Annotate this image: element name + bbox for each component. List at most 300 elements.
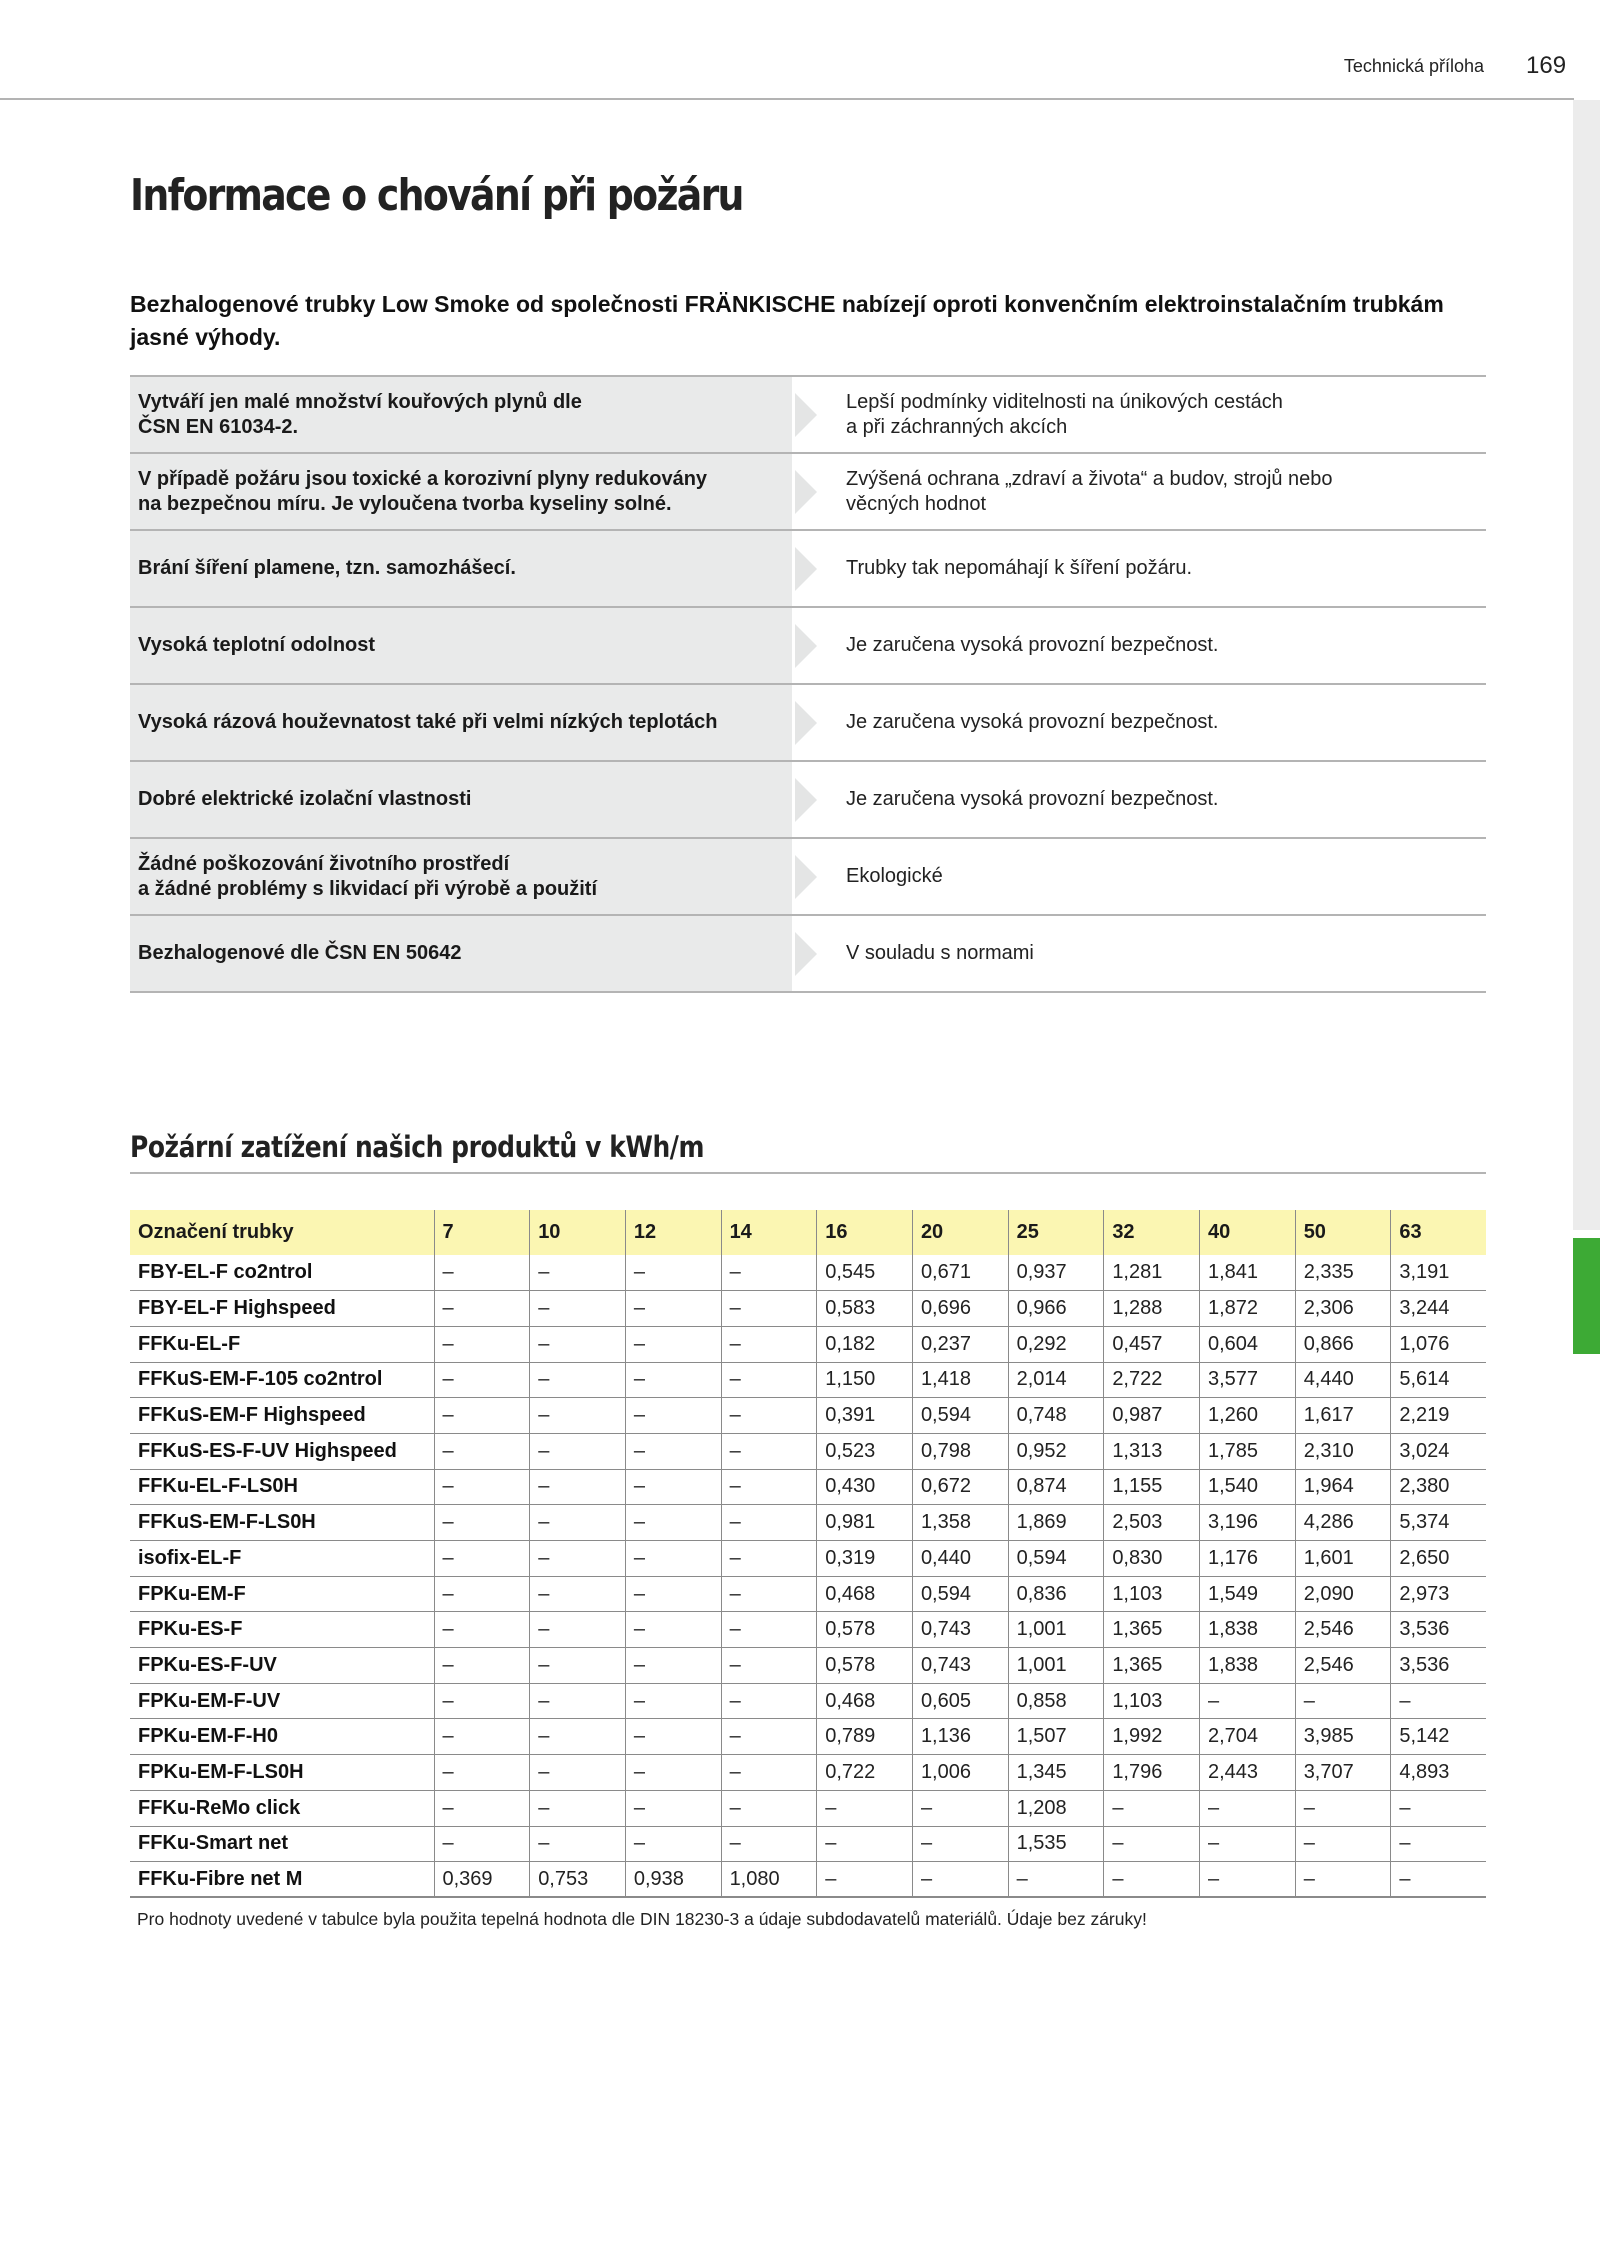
table-row: [130, 1255, 1486, 1291]
header-diameter: 20: [912, 1210, 1008, 1255]
feature-row: [130, 375, 1486, 454]
fire-load-value: 1,365: [1104, 1648, 1200, 1684]
fire-load-value: 1,155: [1104, 1469, 1200, 1505]
feature-benefit: [832, 377, 1486, 452]
fire-load-value: –: [1104, 1826, 1200, 1862]
header-diameter: 10: [530, 1210, 626, 1255]
page-number: 169: [1526, 52, 1567, 79]
fire-load-value: –: [530, 1291, 626, 1327]
fire-load-value: –: [1295, 1683, 1391, 1719]
fire-load-value: –: [530, 1683, 626, 1719]
fire-load-value: –: [434, 1326, 530, 1362]
fire-load-value: 0,594: [1008, 1541, 1104, 1577]
feature-property-text: Žádné poškozování životního prostředí a žádné problémy s likvidací při výrobě a použití: [138, 852, 598, 900]
feature-benefit: [832, 916, 1486, 991]
fire-load-value: –: [1200, 1862, 1296, 1898]
feature-row: [130, 454, 1486, 531]
feature-property-text: Vysoká rázová houževnatost také při velmi nízkých teplotách: [138, 711, 718, 733]
product-name: FFKu-Fibre net M: [130, 1862, 434, 1898]
fire-load-value: 0,789: [817, 1719, 913, 1755]
fire-load-value: –: [1295, 1862, 1391, 1898]
fire-load-value: –: [625, 1469, 721, 1505]
fire-load-title: Požární zatížení našich produktů v kWh/m: [130, 1130, 705, 1164]
table-footnote: Pro hodnoty uvedené v tabulce byla použita tepelná hodnota dle DIN 18230-3 a údaje subdodavatelů materiálů. Údaje bez záruky!: [137, 1909, 1147, 1929]
fire-load-value: –: [1295, 1826, 1391, 1862]
fire-load-value: –: [721, 1469, 817, 1505]
fire-load-value: 0,722: [817, 1755, 913, 1791]
arrow-right-icon: [795, 932, 817, 976]
arrow-cell: [792, 916, 832, 991]
fire-load-value: 0,430: [817, 1469, 913, 1505]
fire-load-value: –: [625, 1291, 721, 1327]
feature-row: [130, 608, 1486, 685]
fire-load-value: –: [721, 1362, 817, 1398]
product-name: FPKu-ES-F-UV: [130, 1648, 434, 1684]
fire-load-value: –: [434, 1826, 530, 1862]
fire-load-value: 1,838: [1200, 1648, 1296, 1684]
fire-load-value: 2,310: [1295, 1433, 1391, 1469]
fire-load-value: 1,103: [1104, 1683, 1200, 1719]
fire-load-rule: [130, 1172, 1486, 1174]
fire-load-value: 0,182: [817, 1326, 913, 1362]
header-rule: [0, 98, 1574, 100]
fire-load-value: –: [434, 1576, 530, 1612]
feature-benefit: [832, 608, 1486, 683]
table-row: [130, 1291, 1486, 1327]
fire-load-value: 0,578: [817, 1612, 913, 1648]
fire-load-value: –: [625, 1541, 721, 1577]
fire-load-value: –: [721, 1576, 817, 1612]
fire-load-value: 1,001: [1008, 1612, 1104, 1648]
arrow-cell: [792, 839, 832, 914]
arrow-right-icon: [795, 701, 817, 745]
fire-load-value: –: [1391, 1826, 1486, 1862]
fire-load-value: –: [721, 1683, 817, 1719]
fire-load-value: –: [721, 1255, 817, 1291]
fire-load-value: 0,523: [817, 1433, 913, 1469]
fire-load-value: –: [625, 1648, 721, 1684]
side-tab-bar: [1573, 100, 1600, 1230]
fire-load-value: 0,937: [1008, 1255, 1104, 1291]
fire-load-value: 5,614: [1391, 1362, 1486, 1398]
fire-load-value: –: [721, 1755, 817, 1791]
fire-load-value: –: [530, 1433, 626, 1469]
fire-load-value: 4,893: [1391, 1755, 1486, 1791]
fire-load-value: 0,578: [817, 1648, 913, 1684]
fire-load-value: 2,973: [1391, 1576, 1486, 1612]
fire-load-value: 1,838: [1200, 1612, 1296, 1648]
fire-load-value: 0,468: [817, 1576, 913, 1612]
fire-load-value: –: [530, 1541, 626, 1577]
fire-load-value: 0,292: [1008, 1326, 1104, 1362]
fire-load-value: 0,440: [912, 1541, 1008, 1577]
feature-benefit: [832, 762, 1486, 837]
fire-load-value: –: [625, 1362, 721, 1398]
fire-load-value: 1,150: [817, 1362, 913, 1398]
fire-load-value: 0,952: [1008, 1433, 1104, 1469]
fire-load-value: –: [817, 1826, 913, 1862]
product-name: FPKu-EM-F-LS0H: [130, 1755, 434, 1791]
fire-load-value: –: [530, 1398, 626, 1434]
fire-load-value: 1,006: [912, 1755, 1008, 1791]
fire-load-value: –: [1391, 1862, 1486, 1898]
fire-load-value: –: [817, 1862, 913, 1898]
fire-load-value: 1,288: [1104, 1291, 1200, 1327]
product-name: FPKu-ES-F: [130, 1612, 434, 1648]
fire-load-value: 3,536: [1391, 1612, 1486, 1648]
fire-load-value: 1,540: [1200, 1469, 1296, 1505]
fire-load-value: 2,650: [1391, 1541, 1486, 1577]
fire-load-value: –: [434, 1648, 530, 1684]
header-diameter: 32: [1104, 1210, 1200, 1255]
feature-table: [130, 375, 1486, 993]
feature-property: [130, 839, 792, 914]
fire-load-value: –: [625, 1576, 721, 1612]
fire-load-value: 0,866: [1295, 1326, 1391, 1362]
fire-load-value: –: [912, 1862, 1008, 1898]
feature-row: [130, 916, 1486, 993]
feature-benefit-text: Ekologické: [846, 865, 943, 887]
fire-load-value: –: [434, 1255, 530, 1291]
fire-load-value: 0,594: [912, 1576, 1008, 1612]
product-name: FFKu-EL-F: [130, 1326, 434, 1362]
fire-load-value: –: [625, 1398, 721, 1434]
header-diameter: 40: [1200, 1210, 1296, 1255]
arrow-cell: [792, 762, 832, 837]
header-diameter: 7: [434, 1210, 530, 1255]
fire-load-value: 0,753: [530, 1862, 626, 1898]
fire-load-value: 2,443: [1200, 1755, 1296, 1791]
table-row: [130, 1576, 1486, 1612]
feature-row: [130, 685, 1486, 762]
fire-load-value: –: [434, 1683, 530, 1719]
arrow-cell: [792, 377, 832, 452]
product-name: FPKu-EM-F: [130, 1576, 434, 1612]
fire-load-value: 0,830: [1104, 1541, 1200, 1577]
fire-load-value: –: [530, 1719, 626, 1755]
fire-load-table: [130, 1210, 1486, 1898]
fire-load-value: 1,176: [1200, 1541, 1296, 1577]
fire-load-value: 1,785: [1200, 1433, 1296, 1469]
feature-row: [130, 762, 1486, 839]
header-diameter: 12: [625, 1210, 721, 1255]
fire-load-value: –: [530, 1362, 626, 1398]
feature-property-text: Bezhalogenové dle ČSN EN 50642: [138, 942, 462, 964]
product-name: isofix-EL-F: [130, 1541, 434, 1577]
fire-load-value: 4,440: [1295, 1362, 1391, 1398]
product-name: FBY-EL-F co2ntrol: [130, 1255, 434, 1291]
fire-load-value: –: [625, 1255, 721, 1291]
fire-load-value: –: [625, 1790, 721, 1826]
arrow-cell: [792, 454, 832, 529]
fire-load-value: 0,696: [912, 1291, 1008, 1327]
feature-property-text: Dobré elektrické izolační vlastnosti: [138, 788, 472, 810]
fire-load-value: 1,841: [1200, 1255, 1296, 1291]
fire-load-value: –: [1104, 1790, 1200, 1826]
fire-load-value: –: [721, 1433, 817, 1469]
fire-load-value: 3,196: [1200, 1505, 1296, 1541]
table-row: [130, 1326, 1486, 1362]
fire-load-value: 0,966: [1008, 1291, 1104, 1327]
fire-load-value: 1,281: [1104, 1255, 1200, 1291]
arrow-right-icon: [795, 393, 817, 437]
feature-benefit: [832, 531, 1486, 606]
header-diameter: 16: [817, 1210, 913, 1255]
feature-benefit-text: V souladu s normami: [846, 942, 1034, 964]
feature-property: [130, 762, 792, 837]
table-row: [130, 1433, 1486, 1469]
table-row: [130, 1719, 1486, 1755]
arrow-right-icon: [795, 855, 817, 899]
table-header-row: [130, 1210, 1486, 1255]
fire-load-value: –: [721, 1291, 817, 1327]
fire-load-value: –: [434, 1541, 530, 1577]
feature-benefit-text: Zvýšená ochrana „zdraví a života“ a budov, strojů nebo věcných hodnot: [846, 467, 1333, 515]
fire-load-value: –: [912, 1826, 1008, 1862]
fire-load-value: 1,869: [1008, 1505, 1104, 1541]
fire-load-value: 5,142: [1391, 1719, 1486, 1755]
fire-load-value: –: [1200, 1826, 1296, 1862]
fire-load-value: –: [530, 1826, 626, 1862]
table-row: [130, 1862, 1486, 1898]
fire-load-value: 2,546: [1295, 1648, 1391, 1684]
fire-load-value: –: [1200, 1790, 1296, 1826]
table-row: [130, 1469, 1486, 1505]
fire-load-value: 1,507: [1008, 1719, 1104, 1755]
fire-load-value: 2,546: [1295, 1612, 1391, 1648]
fire-load-value: 1,358: [912, 1505, 1008, 1541]
feature-row: [130, 839, 1486, 916]
feature-property: [130, 454, 792, 529]
fire-load-value: 1,535: [1008, 1826, 1104, 1862]
fire-load-value: –: [530, 1469, 626, 1505]
section-title: Technická příloha: [1343, 56, 1484, 76]
fire-load-value: 0,545: [817, 1255, 913, 1291]
table-row: [130, 1505, 1486, 1541]
fire-load-value: 0,798: [912, 1433, 1008, 1469]
table-row: [130, 1826, 1486, 1862]
fire-load-value: –: [721, 1326, 817, 1362]
fire-load-value: –: [434, 1612, 530, 1648]
fire-load-value: –: [625, 1755, 721, 1791]
fire-load-value: 2,014: [1008, 1362, 1104, 1398]
fire-load-value: –: [1104, 1862, 1200, 1898]
fire-load-value: –: [721, 1541, 817, 1577]
fire-load-value: –: [434, 1755, 530, 1791]
fire-load-value: –: [434, 1719, 530, 1755]
fire-load-value: 1,208: [1008, 1790, 1104, 1826]
fire-load-value: 0,938: [625, 1862, 721, 1898]
fire-load-value: 3,707: [1295, 1755, 1391, 1791]
fire-load-value: –: [625, 1719, 721, 1755]
arrow-cell: [792, 608, 832, 683]
fire-load-value: 3,577: [1200, 1362, 1296, 1398]
fire-load-value: 1,080: [721, 1862, 817, 1898]
fire-load-value: –: [530, 1790, 626, 1826]
product-name: FFKuS-ES-F-UV Highspeed: [130, 1433, 434, 1469]
feature-property: [130, 608, 792, 683]
fire-load-value: 3,024: [1391, 1433, 1486, 1469]
fire-load-value: 3,191: [1391, 1255, 1486, 1291]
fire-load-value: –: [530, 1576, 626, 1612]
fire-load-value: 1,001: [1008, 1648, 1104, 1684]
fire-load-value: 3,536: [1391, 1648, 1486, 1684]
feature-property-text: V případě požáru jsou toxické a korozivní plyny redukovány na bezpečnou míru. Je vyloučena tvorba kyseliny solné.: [138, 467, 708, 515]
fire-load-value: –: [434, 1433, 530, 1469]
product-name: FPKu-EM-F-UV: [130, 1683, 434, 1719]
feature-benefit: [832, 839, 1486, 914]
fire-load-value: 0,672: [912, 1469, 1008, 1505]
fire-load-value: 0,858: [1008, 1683, 1104, 1719]
fire-load-value: 2,306: [1295, 1291, 1391, 1327]
fire-load-value: 0,671: [912, 1255, 1008, 1291]
table-row: [130, 1612, 1486, 1648]
fire-load-value: –: [434, 1790, 530, 1826]
feature-property: [130, 531, 792, 606]
feature-benefit-text: Je zaručena vysoká provozní bezpečnost.: [846, 634, 1219, 656]
product-name: FFKuS-EM-F Highspeed: [130, 1398, 434, 1434]
fire-load-value: 1,992: [1104, 1719, 1200, 1755]
fire-load-value: 1,076: [1391, 1326, 1486, 1362]
fire-load-value: 0,319: [817, 1541, 913, 1577]
fire-load-value: 0,604: [1200, 1326, 1296, 1362]
fire-load-value: –: [1391, 1790, 1486, 1826]
fire-load-value: –: [434, 1291, 530, 1327]
fire-load-value: –: [1391, 1683, 1486, 1719]
fire-load-value: 0,457: [1104, 1326, 1200, 1362]
feature-benefit: [832, 685, 1486, 760]
fire-load-value: –: [530, 1505, 626, 1541]
feature-benefit-text: Je zaručena vysoká provozní bezpečnost.: [846, 788, 1219, 810]
fire-load-value: 4,286: [1295, 1505, 1391, 1541]
fire-load-value: –: [530, 1326, 626, 1362]
arrow-right-icon: [795, 778, 817, 822]
fire-load-value: –: [721, 1505, 817, 1541]
fire-load-value: –: [434, 1362, 530, 1398]
product-name: FFKuS-EM-F-105 co2ntrol: [130, 1362, 434, 1398]
fire-load-value: 1,549: [1200, 1576, 1296, 1612]
fire-load-value: –: [721, 1790, 817, 1826]
fire-load-value: 0,836: [1008, 1576, 1104, 1612]
fire-load-value: 0,594: [912, 1398, 1008, 1434]
arrow-right-icon: [795, 470, 817, 514]
feature-benefit-text: Trubky tak nepomáhají k šíření požáru.: [846, 557, 1193, 579]
fire-load-value: –: [721, 1612, 817, 1648]
fire-load-value: 1,601: [1295, 1541, 1391, 1577]
fire-load-value: 0,874: [1008, 1469, 1104, 1505]
fire-load-value: –: [721, 1648, 817, 1684]
product-name: FFKu-ReMo click: [130, 1790, 434, 1826]
product-name: FBY-EL-F Highspeed: [130, 1291, 434, 1327]
fire-load-value: –: [530, 1648, 626, 1684]
table-row: [130, 1755, 1486, 1791]
header-diameter: 14: [721, 1210, 817, 1255]
fire-load-value: 0,981: [817, 1505, 913, 1541]
fire-load-value: –: [1200, 1683, 1296, 1719]
product-name: FFKuS-EM-F-LS0H: [130, 1505, 434, 1541]
header-pipe-label: Označení trubky: [130, 1210, 434, 1255]
fire-load-value: 3,244: [1391, 1291, 1486, 1327]
fire-load-value: 0,468: [817, 1683, 913, 1719]
fire-load-value: 1,103: [1104, 1576, 1200, 1612]
fire-load-value: 2,503: [1104, 1505, 1200, 1541]
fire-load-value: –: [625, 1612, 721, 1648]
fire-load-value: 3,985: [1295, 1719, 1391, 1755]
fire-load-value: –: [912, 1790, 1008, 1826]
feature-property: [130, 685, 792, 760]
feature-row: [130, 531, 1486, 608]
feature-property: [130, 916, 792, 991]
fire-load-value: 0,748: [1008, 1398, 1104, 1434]
fire-load-value: 2,335: [1295, 1255, 1391, 1291]
fire-load-value: 0,583: [817, 1291, 913, 1327]
fire-load-value: –: [434, 1469, 530, 1505]
fire-load-value: 0,743: [912, 1612, 1008, 1648]
arrow-right-icon: [795, 547, 817, 591]
fire-load-value: 1,964: [1295, 1469, 1391, 1505]
fire-load-value: –: [1295, 1790, 1391, 1826]
fire-load-value: 1,418: [912, 1362, 1008, 1398]
table-row: [130, 1362, 1486, 1398]
table-row: [130, 1790, 1486, 1826]
fire-load-value: 2,704: [1200, 1719, 1296, 1755]
product-name: FFKu-EL-F-LS0H: [130, 1469, 434, 1505]
feature-property: [130, 377, 792, 452]
fire-load-value: 2,380: [1391, 1469, 1486, 1505]
chapter-tab-marker: [1573, 1238, 1600, 1354]
page-title: Informace o chování při požáru: [130, 170, 743, 221]
fire-load-value: 1,313: [1104, 1433, 1200, 1469]
table-row: [130, 1648, 1486, 1684]
fire-load-value: 2,722: [1104, 1362, 1200, 1398]
table-row: [130, 1398, 1486, 1434]
fire-load-value: –: [530, 1755, 626, 1791]
fire-load-value: –: [530, 1612, 626, 1648]
fire-load-value: –: [721, 1719, 817, 1755]
fire-load-value: 1,796: [1104, 1755, 1200, 1791]
fire-load-value: –: [625, 1433, 721, 1469]
fire-load-value: 1,617: [1295, 1398, 1391, 1434]
fire-load-value: –: [530, 1255, 626, 1291]
fire-load-value: 1,345: [1008, 1755, 1104, 1791]
fire-load-value: 0,237: [912, 1326, 1008, 1362]
product-name: FFKu-Smart net: [130, 1826, 434, 1862]
fire-load-value: –: [434, 1505, 530, 1541]
header-diameter: 63: [1391, 1210, 1486, 1255]
fire-load-value: –: [721, 1398, 817, 1434]
fire-load-value: 0,369: [434, 1862, 530, 1898]
fire-load-value: –: [625, 1505, 721, 1541]
fire-load-value: 1,365: [1104, 1612, 1200, 1648]
fire-load-value: –: [721, 1826, 817, 1862]
fire-load-value: –: [434, 1398, 530, 1434]
fire-load-value: –: [1008, 1862, 1104, 1898]
feature-benefit-text: Lepší podmínky viditelnosti na únikových cestách a při záchranných akcích: [846, 390, 1283, 438]
fire-load-value: –: [625, 1683, 721, 1719]
feature-benefit-text: Je zaručena vysoká provozní bezpečnost.: [846, 711, 1219, 733]
table-row: [130, 1683, 1486, 1719]
fire-load-value: 1,136: [912, 1719, 1008, 1755]
fire-load-value: 0,987: [1104, 1398, 1200, 1434]
arrow-cell: [792, 531, 832, 606]
arrow-right-icon: [795, 624, 817, 668]
fire-load-value: 1,872: [1200, 1291, 1296, 1327]
arrow-cell: [792, 685, 832, 760]
fire-load-value: 1,260: [1200, 1398, 1296, 1434]
header-diameter: 25: [1008, 1210, 1104, 1255]
product-name: FPKu-EM-F-H0: [130, 1719, 434, 1755]
fire-load-value: 2,219: [1391, 1398, 1486, 1434]
